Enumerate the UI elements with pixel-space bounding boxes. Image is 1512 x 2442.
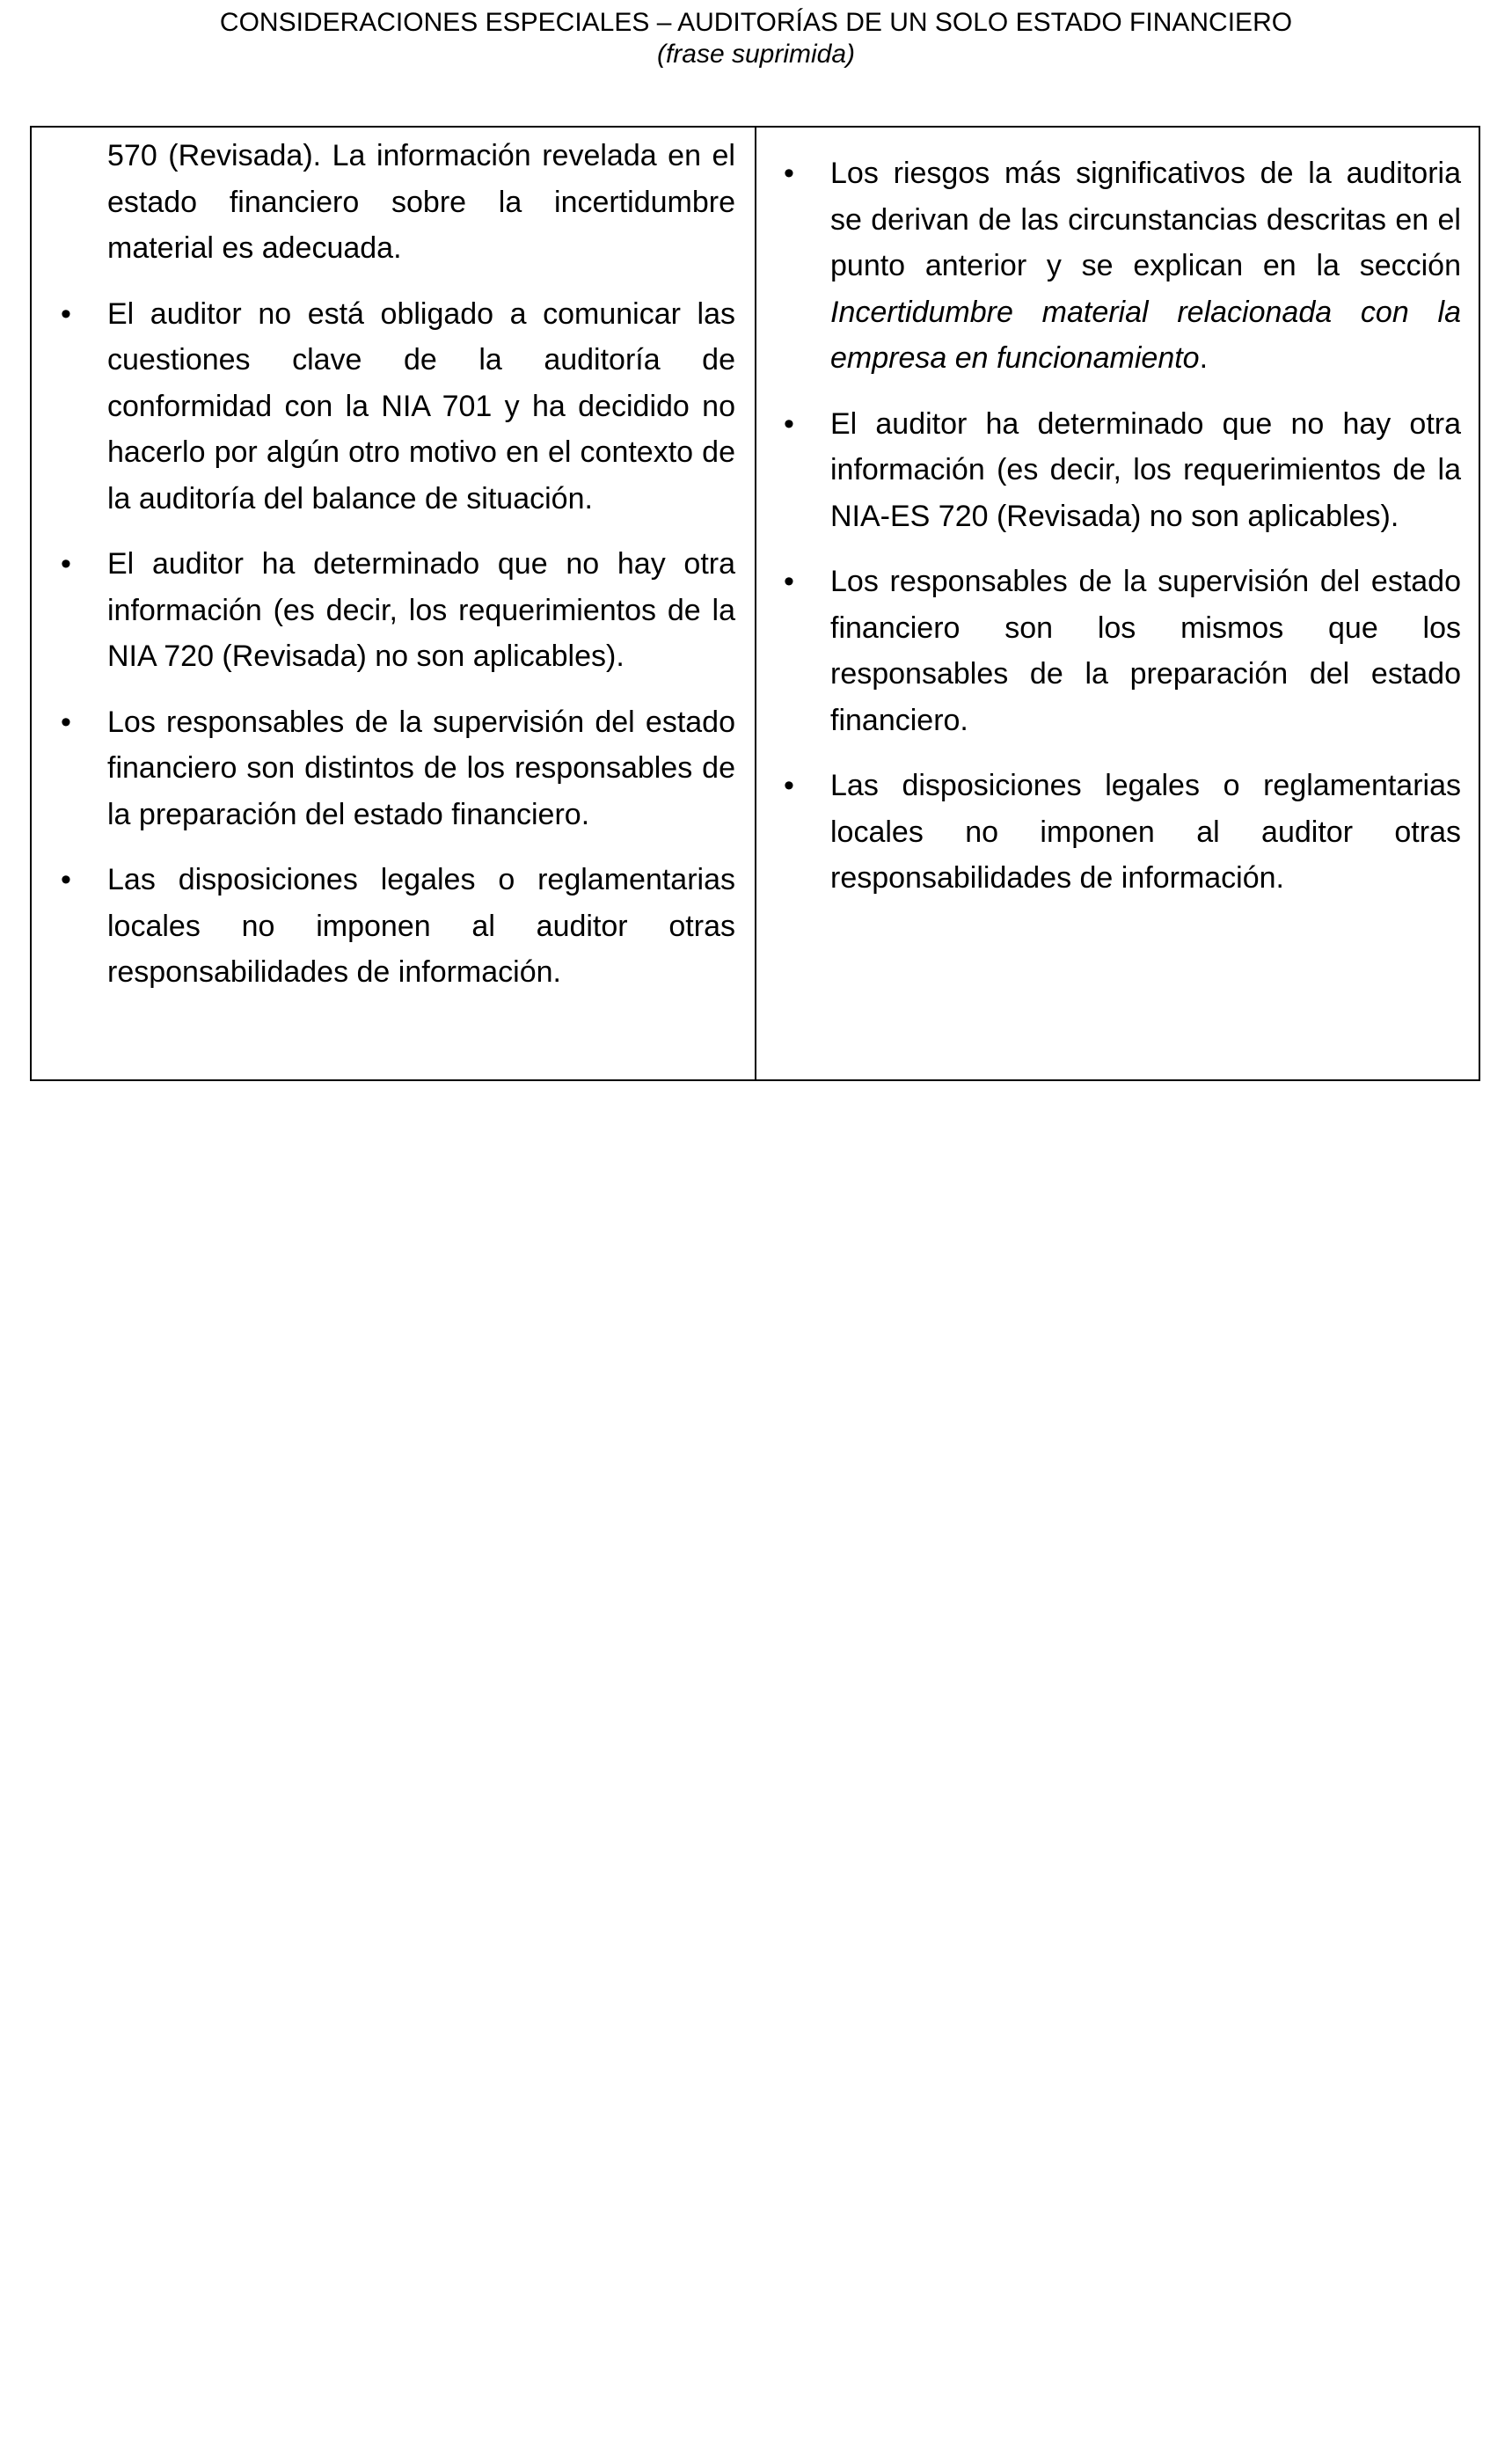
- bullet-icon: •: [784, 565, 794, 598]
- list-item: [61, 699, 735, 838]
- list-item-text: El auditor no está obligado a comunicar las cuestiones clave de la auditoría de conformidad con la NIA 701 y ha decidido no hacerlo por algún otro motivo en el contexto de la auditoría del balance de situación.: [107, 296, 735, 515]
- list-item: [61, 857, 735, 996]
- table-cell-right: [756, 128, 1479, 1079]
- list-item-text: El auditor ha determinado que no hay otra información (es decir, los requerimientos de la NIA 720 (Revisada) no son aplicables).: [107, 547, 735, 673]
- list-item-text-part: .: [1199, 341, 1209, 375]
- left-bullet-list: [61, 291, 735, 996]
- bullet-icon: •: [61, 863, 71, 896]
- list-item: [61, 541, 735, 680]
- list-item-text: El auditor ha determinado que no hay otra información (es decir, los requerimientos de la NIA-ES 720 (Revisada) no son aplicables).: [830, 406, 1461, 533]
- list-item: [784, 401, 1461, 540]
- bullet-icon: •: [784, 769, 794, 802]
- bullet-icon: •: [784, 157, 794, 190]
- list-item: [784, 150, 1461, 382]
- continued-paragraph: 570 (Revisada). La información revelada en el estado financiero sobre la incertidumbre material es adecuada.: [107, 139, 735, 265]
- list-item: [61, 291, 735, 523]
- page-subtitle: (frase suprimida): [656, 40, 856, 69]
- list-item: [784, 763, 1461, 902]
- list-item-text-part: Los riesgos más significativos de la auditoria se derivan de las circunstancias descritas en el punto anterior y se explican en la sección: [830, 157, 1461, 282]
- list-item-text: Los responsables de la supervisión del estado financiero son distintos de los responsables de la preparación del estado financiero.: [107, 705, 735, 831]
- page-header: [0, 7, 1512, 70]
- list-item: [784, 559, 1461, 743]
- list-item-text: [830, 157, 1461, 375]
- section-reference: Incertidumbre material relacionada con la empresa en funcionamiento: [830, 295, 1461, 375]
- list-item-text: Las disposiciones legales o reglamentarias locales no imponen al auditor otras responsabilidades de información.: [830, 769, 1461, 895]
- bullet-icon: •: [61, 296, 71, 331]
- right-bullet-list: [784, 150, 1461, 902]
- page-title: CONSIDERACIONES ESPECIALES – AUDITORÍAS DE UN SOLO ESTADO FINANCIERO: [219, 8, 1293, 37]
- bullet-icon: •: [61, 547, 71, 581]
- bullet-icon: •: [61, 705, 71, 739]
- list-item-text: Las disposiciones legales o reglamentarias locales no imponen al auditor otras responsabilidades de información.: [107, 863, 735, 989]
- list-item-text: Los responsables de la supervisión del estado financiero son los mismos que los responsables de la preparación del estado financiero.: [830, 565, 1461, 737]
- table-cell-left: [32, 128, 756, 1079]
- bullet-icon: •: [784, 406, 794, 441]
- comparison-table: [30, 126, 1480, 1081]
